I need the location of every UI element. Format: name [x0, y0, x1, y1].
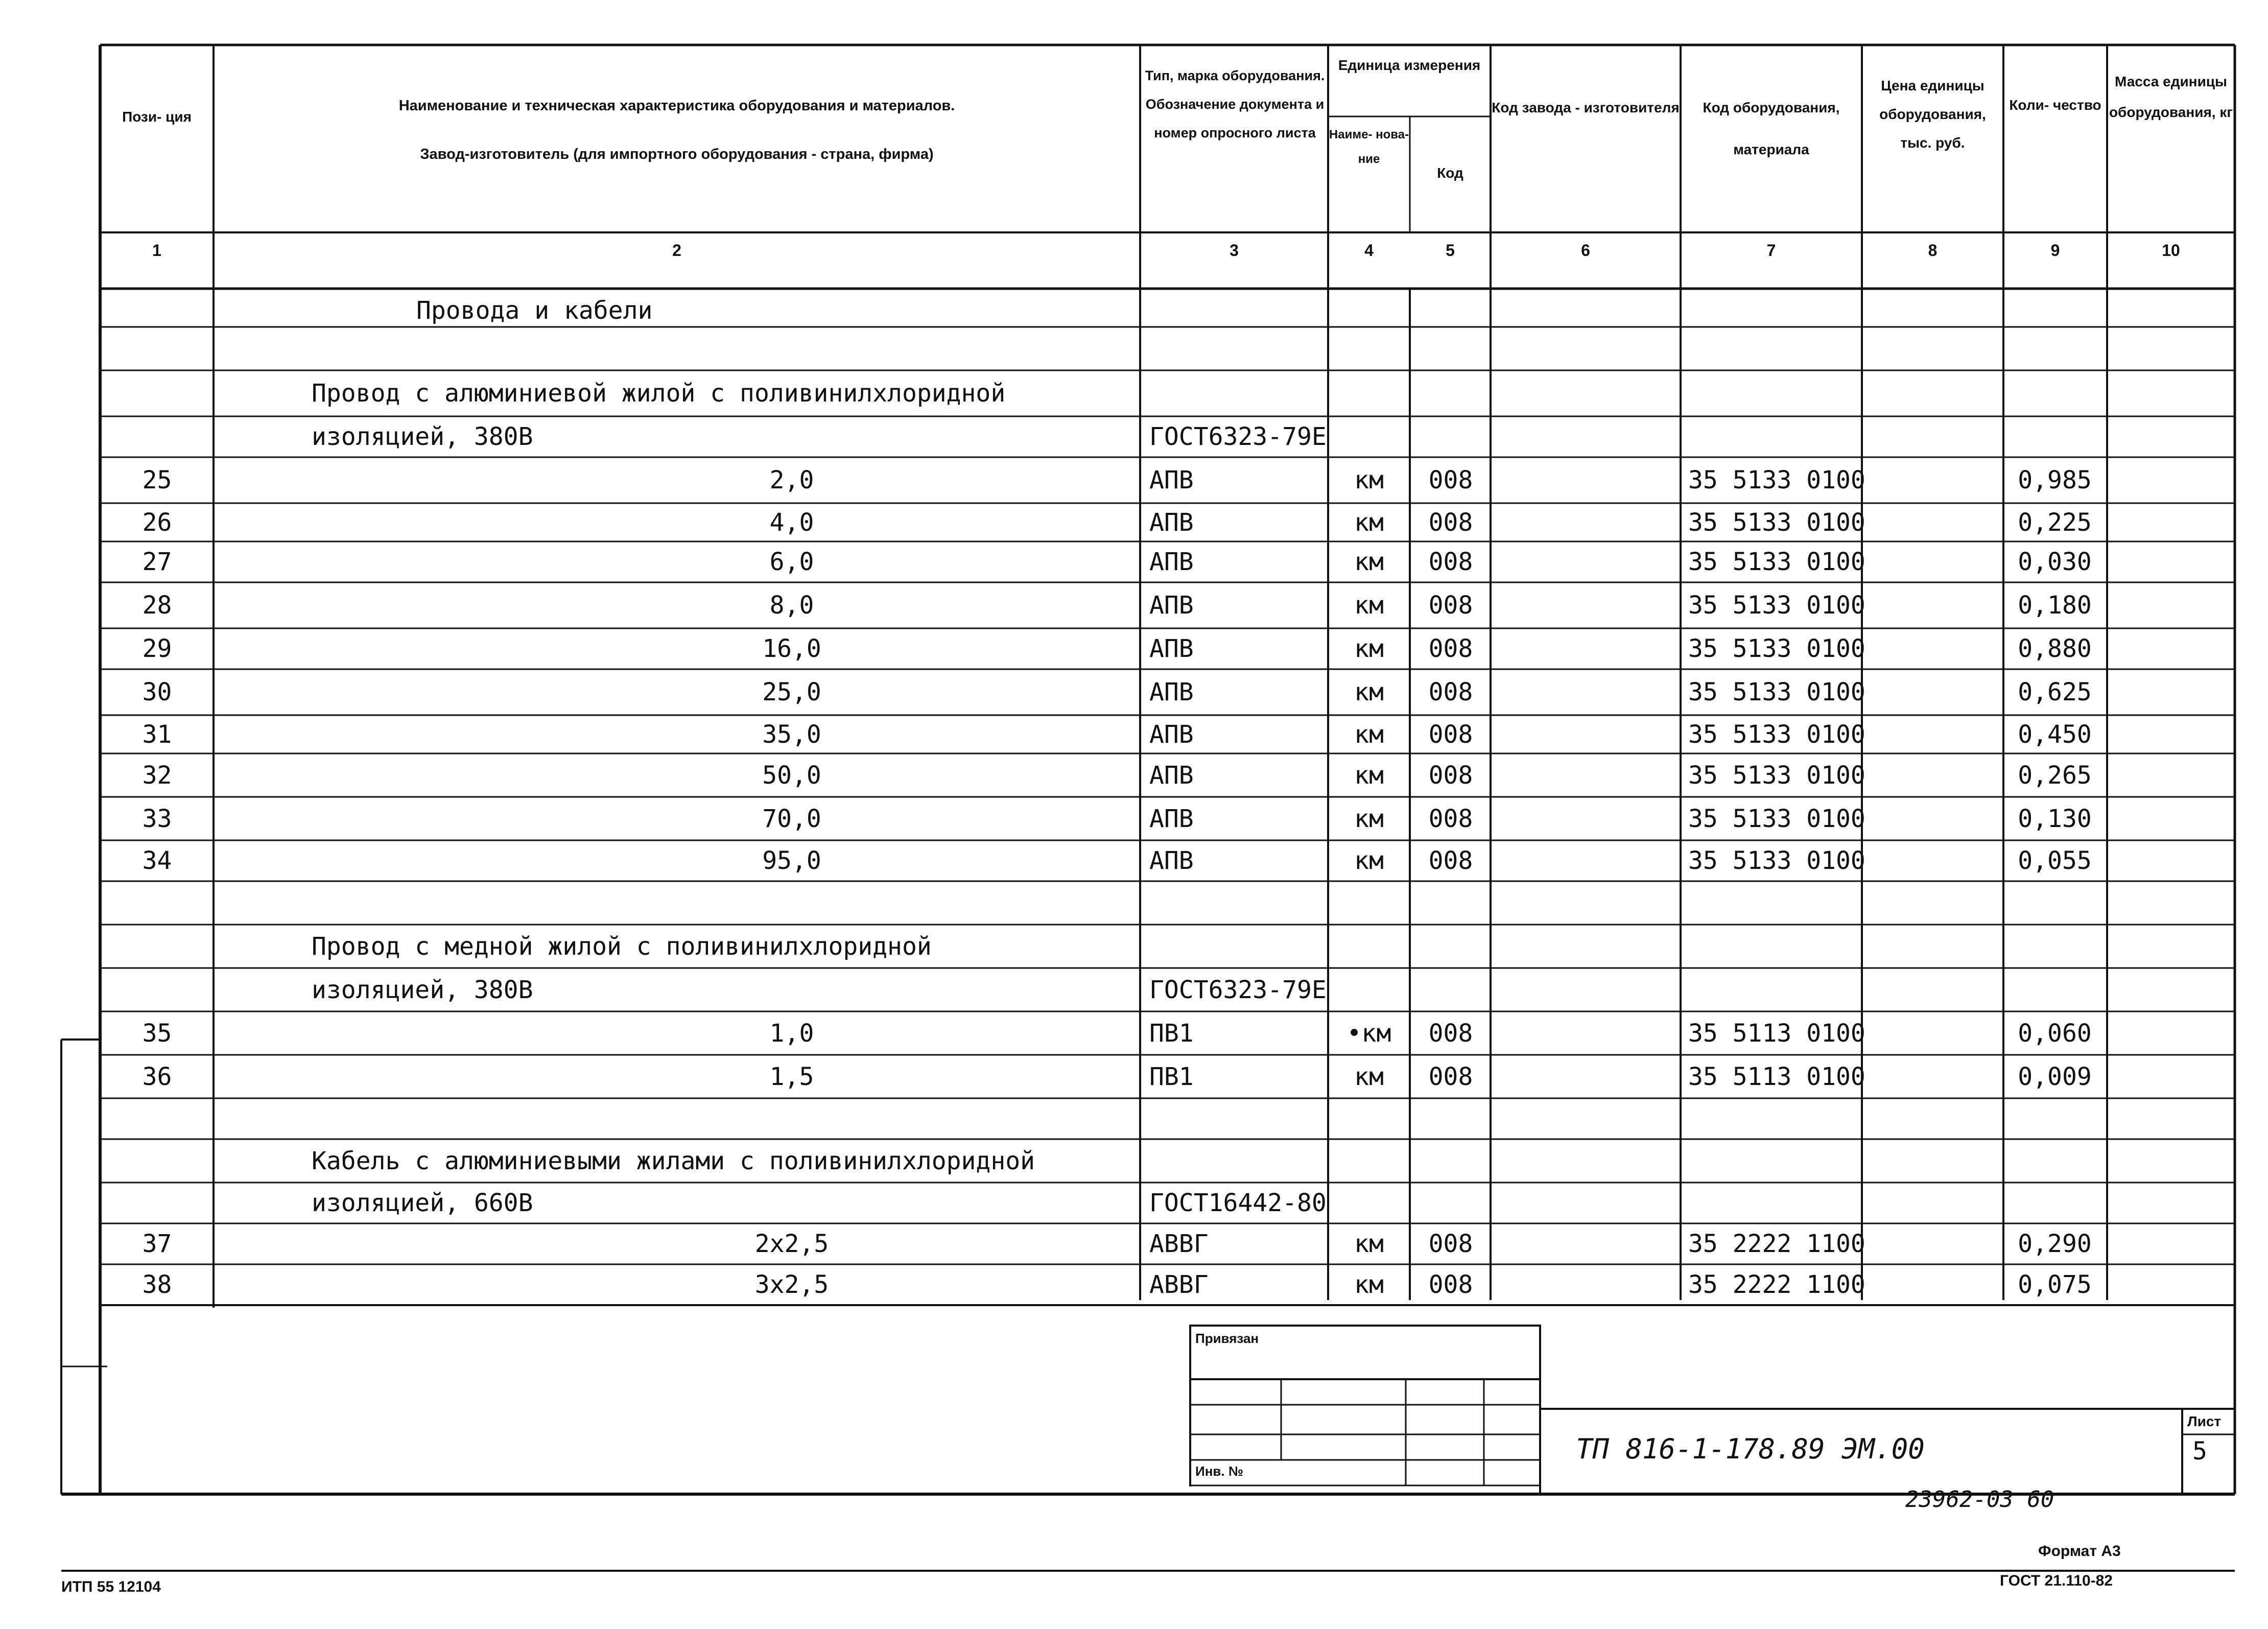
row-name: 4,0	[769, 508, 814, 537]
column-number: 10	[2162, 241, 2180, 259]
row-material-code: 35 5133 0100	[1688, 720, 1865, 749]
row-type-mark: АПВ	[1149, 720, 1194, 749]
row-unit-code: 008	[1428, 846, 1473, 875]
header-unit-group: Единица измерения	[1338, 57, 1481, 73]
row-material-code: 35 5133 0100	[1688, 678, 1865, 706]
row-material-code: 35 5133 0100	[1688, 804, 1865, 833]
row-quantity: 0,265	[2018, 761, 2092, 790]
row-unit: км	[1354, 548, 1384, 576]
row-unit-code: 008	[1428, 634, 1473, 663]
header-mass: Масса единицы оборудования, кг	[2109, 74, 2233, 120]
row-position: 36	[142, 1062, 172, 1091]
row-name: 95,0	[762, 846, 821, 875]
row-name: 25,0	[762, 678, 821, 706]
row-type-mark: АВВГ	[1149, 1230, 1209, 1258]
row-quantity: 0,880	[2018, 634, 2092, 663]
row-type-mark: АПВ	[1149, 591, 1194, 620]
row-quantity: 0,130	[2018, 804, 2092, 833]
row-unit: •км	[1346, 1019, 1391, 1048]
row-name: Кабель с алюминиевыми жилами с поливинилхлоридной	[312, 1146, 1035, 1175]
sheet-label: Лист	[2187, 1413, 2222, 1429]
row-quantity: 0,450	[2018, 720, 2092, 749]
row-position: 32	[142, 761, 172, 790]
row-name: 70,0	[762, 804, 821, 833]
row-unit-code: 008	[1428, 548, 1473, 576]
row-position: 37	[142, 1230, 172, 1258]
column-number: 4	[1364, 241, 1374, 259]
column-number: 1	[152, 241, 161, 259]
header-type: Тип, марка оборудования. Обозначение документа и номер опросного листа	[1145, 68, 1325, 140]
header-position: Пози- ция	[122, 109, 192, 125]
row-unit: км	[1354, 1230, 1384, 1258]
row-type-mark: ПВ1	[1149, 1062, 1194, 1091]
header-name-line1: Наименование и техническая характеристика оборудования и материалов.	[398, 98, 955, 114]
row-position: 26	[142, 508, 172, 537]
row-unit: км	[1354, 720, 1384, 749]
row-material-code: 35 5133 0100	[1688, 846, 1865, 875]
row-type-mark: АПВ	[1149, 846, 1194, 875]
header-quantity: Коли- чество	[2009, 97, 2101, 113]
row-type-mark: АПВ	[1149, 548, 1194, 576]
row-type-mark: АПВ	[1149, 678, 1194, 706]
row-material-code: 35 2222 1100	[1688, 1270, 1865, 1299]
row-type-mark: ГОСТ6323-79Е	[1149, 975, 1327, 1004]
privyazan-label: Привязан	[1195, 1331, 1259, 1346]
row-unit: км	[1354, 591, 1384, 620]
row-quantity: 0,985	[2018, 466, 2092, 494]
row-name: 16,0	[762, 634, 821, 663]
row-unit: км	[1354, 804, 1384, 833]
row-type-mark: АПВ	[1149, 634, 1194, 663]
column-number: 5	[1446, 241, 1455, 259]
row-unit-code: 008	[1428, 804, 1473, 833]
row-material-code: 35 5133 0100	[1688, 634, 1865, 663]
row-unit: км	[1354, 1270, 1384, 1299]
row-unit-code: 008	[1428, 1062, 1473, 1091]
row-unit-code: 008	[1428, 720, 1473, 749]
inventory-label: Инв. №	[1195, 1463, 1243, 1479]
row-quantity: 0,009	[2018, 1062, 2092, 1091]
row-quantity: 0,180	[2018, 591, 2092, 620]
row-type-mark: АВВГ	[1149, 1270, 1209, 1299]
row-material-code: 35 5113 0100	[1688, 1019, 1865, 1048]
row-name: изоляцией, 660В	[312, 1189, 533, 1217]
row-type-mark: ПВ1	[1149, 1019, 1194, 1048]
row-name: Провод с алюминиевой жилой с поливинилхлоридной	[312, 379, 1006, 408]
header-price: Цена единицы оборудования, тыс. руб.	[1879, 78, 1986, 151]
row-unit-code: 008	[1428, 1019, 1473, 1048]
column-number: 6	[1581, 241, 1590, 259]
row-position: 30	[142, 678, 172, 706]
row-unit-code: 008	[1428, 1270, 1473, 1299]
row-quantity: 0,290	[2018, 1230, 2092, 1258]
row-unit: км	[1354, 1062, 1384, 1091]
row-name: Провода и кабели	[416, 296, 653, 325]
row-material-code: 35 5113 0100	[1688, 1062, 1865, 1091]
row-name: 6,0	[769, 548, 814, 576]
sheet-number: 5	[2192, 1437, 2207, 1466]
row-material-code: 35 2222 1100	[1688, 1230, 1865, 1258]
row-unit: км	[1354, 508, 1384, 537]
header-unit-code: Код	[1437, 165, 1463, 181]
row-position: 35	[142, 1019, 172, 1048]
row-position: 31	[142, 720, 172, 749]
column-number: 9	[2050, 241, 2060, 259]
header-unit-name: Наиме- нова- ние	[1329, 128, 1409, 166]
row-quantity: 0,055	[2018, 846, 2092, 875]
itp-label: ИТП 55 12104	[61, 1578, 161, 1595]
column-number: 2	[672, 241, 681, 259]
row-name: 35,0	[762, 720, 821, 749]
row-name: 2x2,5	[754, 1230, 829, 1258]
row-quantity: 0,060	[2018, 1019, 2092, 1048]
row-position: 25	[142, 466, 172, 494]
row-unit-code: 008	[1428, 761, 1473, 790]
row-quantity: 0,625	[2018, 678, 2092, 706]
row-type-mark: ГОСТ6323-79Е	[1149, 422, 1327, 451]
header-name-line2: Завод-изготовитель (для импортного оборудования - страна, фирма)	[420, 146, 934, 162]
row-name: 1,5	[769, 1062, 814, 1091]
row-position: 29	[142, 634, 172, 663]
row-name: изоляцией, 380В	[312, 422, 533, 451]
row-name: 2,0	[769, 466, 814, 494]
row-position: 33	[142, 804, 172, 833]
row-type-mark: АПВ	[1149, 761, 1194, 790]
row-type-mark: АПВ	[1149, 508, 1194, 537]
row-unit: км	[1354, 634, 1384, 663]
column-number: 7	[1766, 241, 1776, 259]
row-name: изоляцией, 380В	[312, 975, 533, 1004]
row-position: 28	[142, 591, 172, 620]
row-material-code: 35 5133 0100	[1688, 466, 1865, 494]
row-quantity: 0,225	[2018, 508, 2092, 537]
row-unit: км	[1354, 846, 1384, 875]
row-position: 27	[142, 548, 172, 576]
format-label: Формат А3	[2038, 1543, 2121, 1560]
gost-label: ГОСТ 21.110-82	[2000, 1572, 2113, 1589]
row-unit-code: 008	[1428, 678, 1473, 706]
row-name: 1,0	[769, 1019, 814, 1048]
row-type-mark: АПВ	[1149, 804, 1194, 833]
row-material-code: 35 5133 0100	[1688, 761, 1865, 790]
header-factory-code: Код завода - изготовителя	[1492, 100, 1680, 115]
row-material-code: 35 5133 0100	[1688, 508, 1865, 537]
row-unit: км	[1354, 761, 1384, 790]
row-unit: км	[1354, 678, 1384, 706]
row-unit-code: 008	[1428, 508, 1473, 537]
header-material-code: Код оборудования, материала	[1703, 100, 1840, 157]
column-number: 3	[1230, 241, 1239, 259]
row-type-mark: ГОСТ16442-80	[1149, 1189, 1327, 1217]
row-unit-code: 008	[1428, 1230, 1473, 1258]
row-quantity: 0,030	[2018, 548, 2092, 576]
row-unit-code: 008	[1428, 466, 1473, 494]
row-material-code: 35 5133 0100	[1688, 591, 1865, 620]
row-position: 38	[142, 1270, 172, 1299]
row-material-code: 35 5133 0100	[1688, 548, 1865, 576]
row-name: 3x2,5	[754, 1270, 829, 1299]
row-name: 8,0	[769, 591, 814, 620]
row-quantity: 0,075	[2018, 1270, 2092, 1299]
row-unit: км	[1354, 466, 1384, 494]
archive-number: 23962-03 60	[1905, 1486, 2054, 1513]
column-number: 8	[1928, 241, 1938, 259]
row-position: 34	[142, 846, 172, 875]
drawing-designation: ТП 816-1-178.89 ЭМ.00	[1576, 1433, 1925, 1465]
row-name: Провод с медной жилой с поливинилхлоридной	[312, 932, 932, 961]
row-type-mark: АПВ	[1149, 466, 1194, 494]
row-name: 50,0	[762, 761, 821, 790]
row-unit-code: 008	[1428, 591, 1473, 620]
